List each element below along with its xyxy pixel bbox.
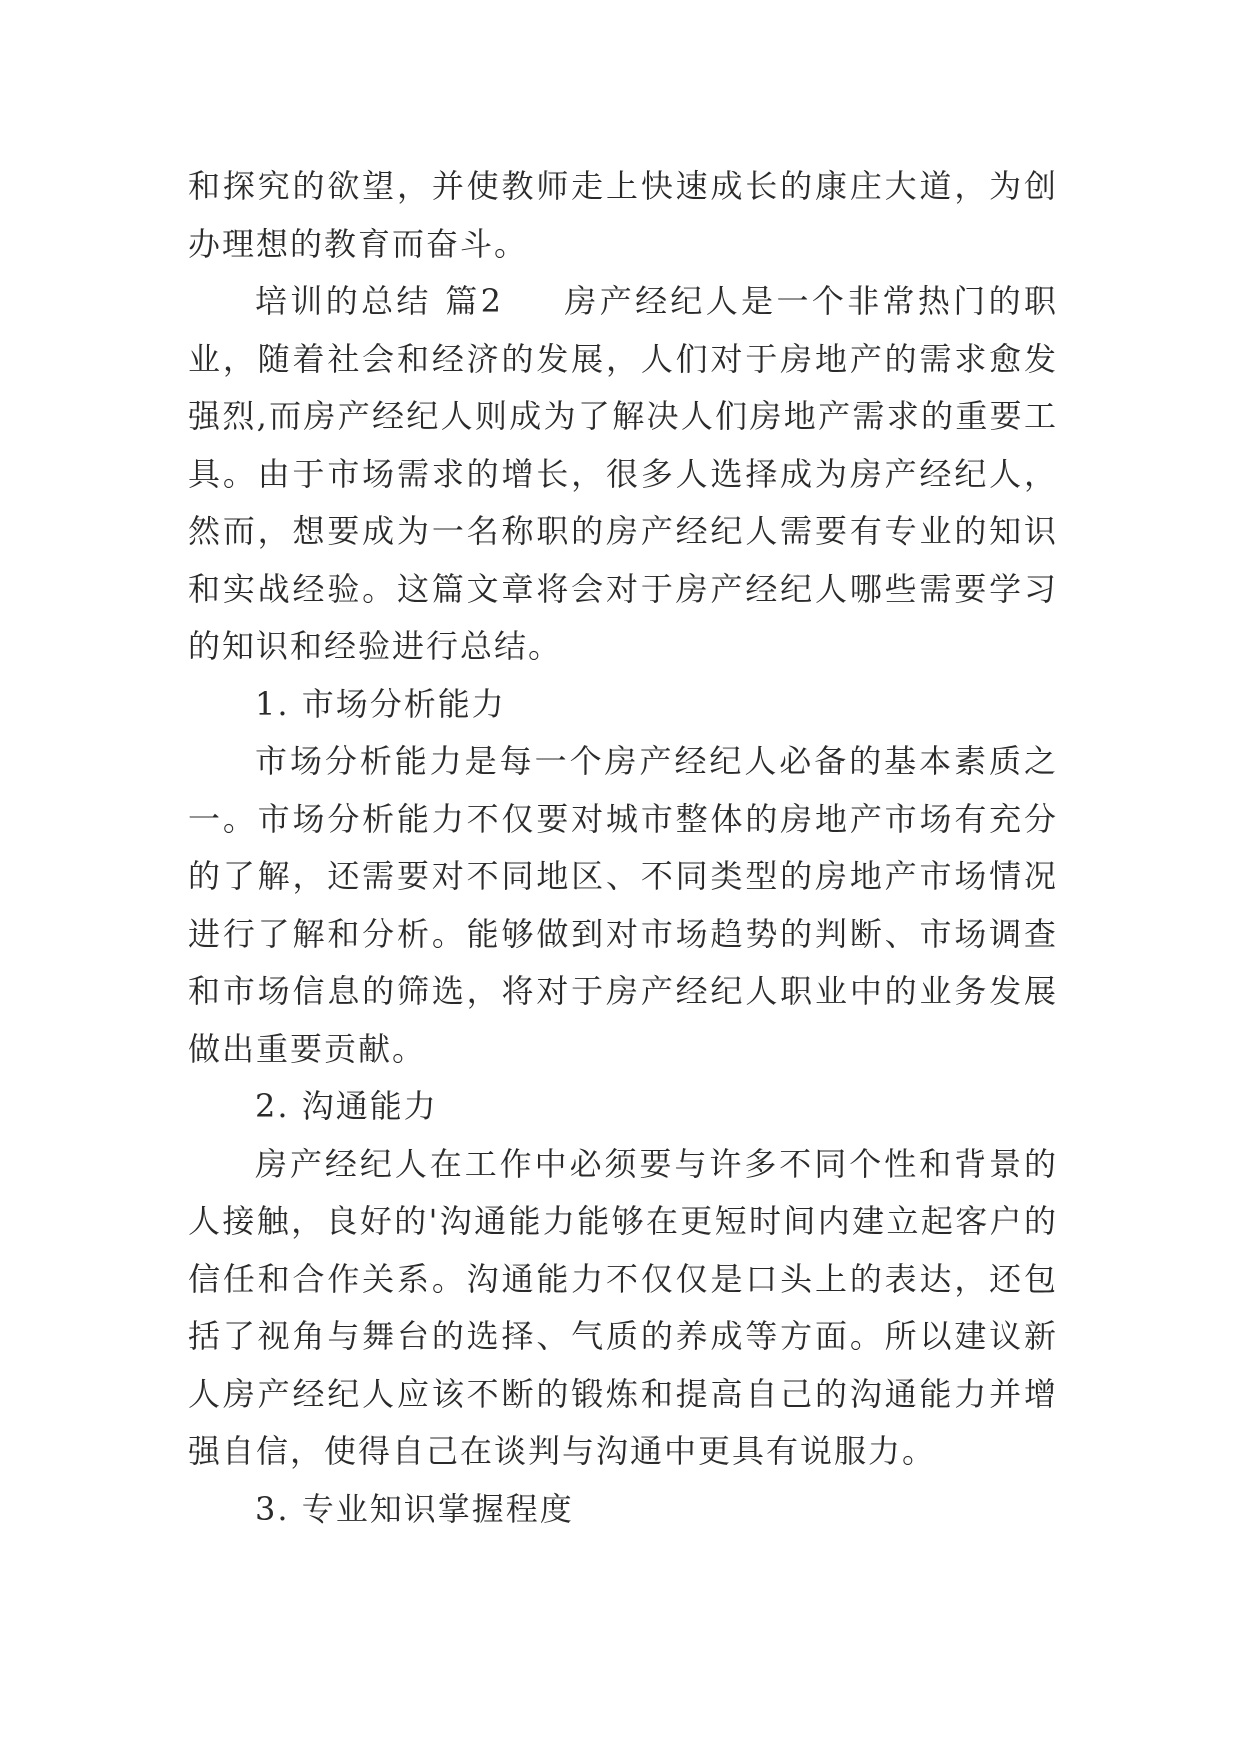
paragraph-market-analysis: 市场分析能力是每一个房产经纪人必备的基本素质之一。市场分析能力不仅要对城市整体的房地产市场有充分的了解，还需要对不同地区、不同类型的房地产市场情况进行了解和分析。能够做到对市场趋势的判断、市场调查和市场信息的筛选，将对于房产经纪人职业中的业务发展做出重要贡献。 — [188, 742, 1058, 1068]
document-body — [188, 158, 1058, 1538]
paragraph-section-2-intro — [188, 273, 1058, 676]
heading-communication: 2. 沟通能力 — [255, 1087, 438, 1125]
section-title: 培训的总结 篇2 — [255, 282, 504, 320]
section-2-intro-text: 房产经纪人是一个非常热门的职业，随着社会和经济的发展，人们对于房地产的需求愈发强烈,而房产经纪人则成为了解决人们房地产需求的重要工具。由于市场需求的增长，很多人选择成为房产经纪人，然而，想要成为一名称职的房产经纪人需要有专业的知识和实战经验。这篇文章将会对于房产经纪人哪些需要学习的知识和经验进行总结。 — [188, 282, 1058, 665]
paragraph-communication: 房产经纪人在工作中必须要与许多不同个性和背景的人接触，良好的'沟通能力能够在更短时间内建立起客户的信任和合作关系。沟通能力不仅仅是口头上的表达，还包括了视角与舞台的选择、气质的养成等方面。所以建议新人房产经纪人应该不断的锻炼和提高自己的沟通能力并增强自信，使得自己在谈判与沟通中更具有说服力。 — [188, 1144, 1058, 1470]
heading-market-analysis: 1. 市场分析能力 — [255, 684, 506, 723]
heading-professional-knowledge: 3. 专业知识掌握程度 — [255, 1489, 574, 1528]
paragraph-continuation: 和探究的欲望，并使教师走上快速成长的康庄大道，为创办理想的教育而奋斗。 — [188, 167, 1058, 263]
